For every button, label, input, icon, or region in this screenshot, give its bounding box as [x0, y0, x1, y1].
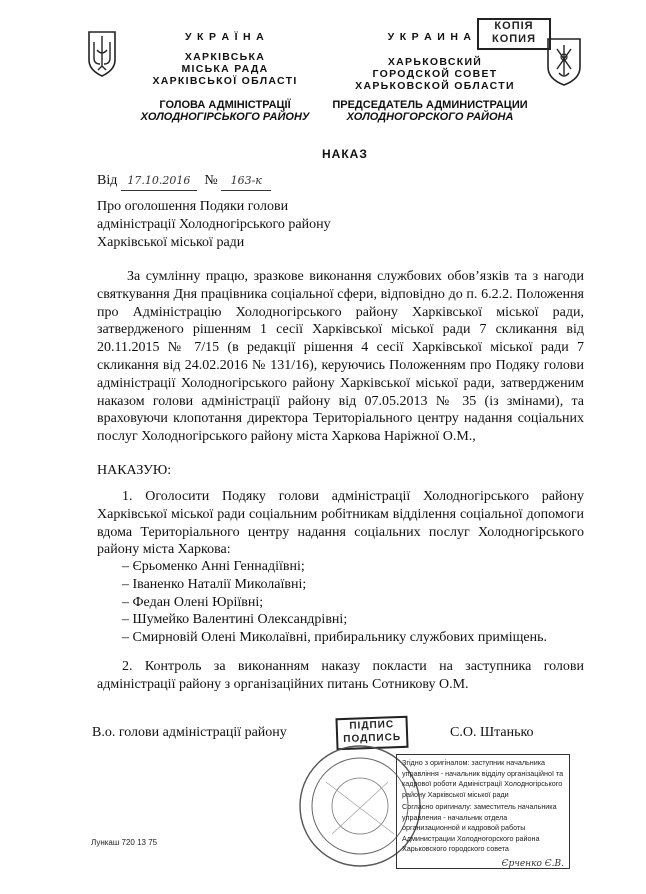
copy-stamp-ua: КОПІЯ	[494, 20, 534, 32]
subject-line-3: Харківської міської ради	[97, 235, 245, 250]
order-item-2: 2. Контроль за виконанням наказу покласти на заступника голови адміністрації району з організаційних питань Сотникову О.М.	[97, 659, 584, 692]
certification-box	[396, 754, 570, 869]
executor-info: Лункаш 720 13 75	[91, 838, 158, 847]
preamble-paragraph: За сумлінну працю, зразкове виконання службових обов’язків та з нагоди святкування Дня працівника соціальної сфери, відповідно до п. 6.2.2. Положення про Адміністрацію Холодногірського району Харківської міської ради, затвердженого рішенням 1 сесії Харківської міської ради 7 скликання від 20.11.2015 № 7/15 (в редакції рішення 4 сесії Харківської міської ради 7 скликання від 24.02.2016 № 131/16), керуючись Положенням про Подяку голови адміністрації Холодногірського району Харківської міської ради, затвердженим наказом голови адміністрації району від 07.05.2013 № 35 (із змінами), та враховуючи клопотання директора Територіального центру надання соціальних послуг Холодногірського району міста Харкова Наріжної О.М.,	[97, 269, 584, 445]
header-ru-country: У К Р А И Н А	[387, 31, 473, 43]
recipient-list	[122, 558, 592, 647]
certification-ru-text: Согласно оригиналу: заместитель начальника управления - начальник отдела организационной и кадровой работы Администрации Холодногорского района Харьковского городского совета	[402, 802, 557, 853]
signature-stamp-ua: ПІДПИС	[349, 719, 395, 732]
subject-line-2: адміністрації Холодногірського району	[97, 217, 331, 232]
header-ru-council-3: ХАРЬКОВСКОЙ ОБЛАСТИ	[355, 80, 515, 92]
subject-line-1: Про оголошення Подяки голови	[97, 199, 289, 214]
certification-ua-text: Згідно з оригіналом: заступник начальника управління - начальник відділу організаційної та кадрової роботи Адміністрації Холодногірського району Харківської міської ради	[402, 758, 564, 799]
order-word: НАКАЗУЮ:	[97, 463, 172, 478]
date-label: Від	[97, 173, 118, 188]
header-ua-council-1: ХАРКІВСЬКА	[184, 51, 266, 63]
certification-signer: Єрченко Є.В.	[501, 858, 564, 869]
signature-name: С.О. Штанько	[450, 725, 534, 740]
signature-stamp-ru: ПОДПИСЬ	[343, 731, 402, 746]
date-number-line	[97, 172, 337, 191]
list-item: – Іваненко Наталії Миколаївні;	[122, 576, 307, 592]
order-item-1: 1. Оголосити Подяку голови адміністрації Холодногірського району Харківської міської ради соціальним робітникам відділення соціальної допомоги вдома Територіального центру надання соціальних послуг Холодногірського району міста Харкова:	[97, 489, 584, 558]
number-label: №	[204, 173, 218, 188]
header-ru-council-2: ГОРОДСКОЙ СОВЕТ	[372, 68, 498, 80]
kharkiv-coat-of-arms-icon	[545, 35, 583, 87]
header-ua-country: У К Р А Ї Н А	[185, 31, 265, 43]
header-ru-council-1: ХАРЬКОВСКИЙ	[387, 56, 483, 68]
copy-stamp	[477, 18, 551, 50]
list-item: – Федан Олені Юріївні;	[122, 594, 264, 610]
list-item: – Єрьоменко Анні Геннадіївні;	[122, 559, 305, 574]
list-item: – Шумейко Валентині Олександрівні;	[122, 612, 348, 628]
document-title: НАКАЗ	[322, 147, 368, 161]
header-ua-position: ГОЛОВА АДМІНІСТРАЦІЇ	[159, 99, 291, 111]
order-subject	[97, 198, 397, 252]
ukraine-coat-of-arms-icon	[87, 30, 117, 78]
list-item: – Смирновій Олені Миколаївні, прибиральнику службових приміщень.	[122, 630, 548, 646]
header-ru-position: ПРЕДСЕДАТЕЛЬ АДМИНИСТРАЦИИ	[332, 99, 528, 111]
copy-stamp-ru: КОПИЯ	[492, 33, 536, 45]
number-value: 163-к	[221, 172, 271, 191]
date-value: 17.10.2016	[121, 172, 197, 191]
header-ua-council-2: МІСЬКА РАДА	[181, 63, 269, 75]
header-ua-district: ХОЛОДНОГІРСЬКОГО РАЙОНУ	[140, 111, 310, 123]
header-ru-district: ХОЛОДНОГОРСКОГО РАЙОНА	[346, 111, 514, 123]
header-ua-council-3: ХАРКІВСЬКОЇ ОБЛАСТІ	[152, 75, 298, 87]
signature-position: В.о. голови адміністрації району	[92, 725, 287, 740]
